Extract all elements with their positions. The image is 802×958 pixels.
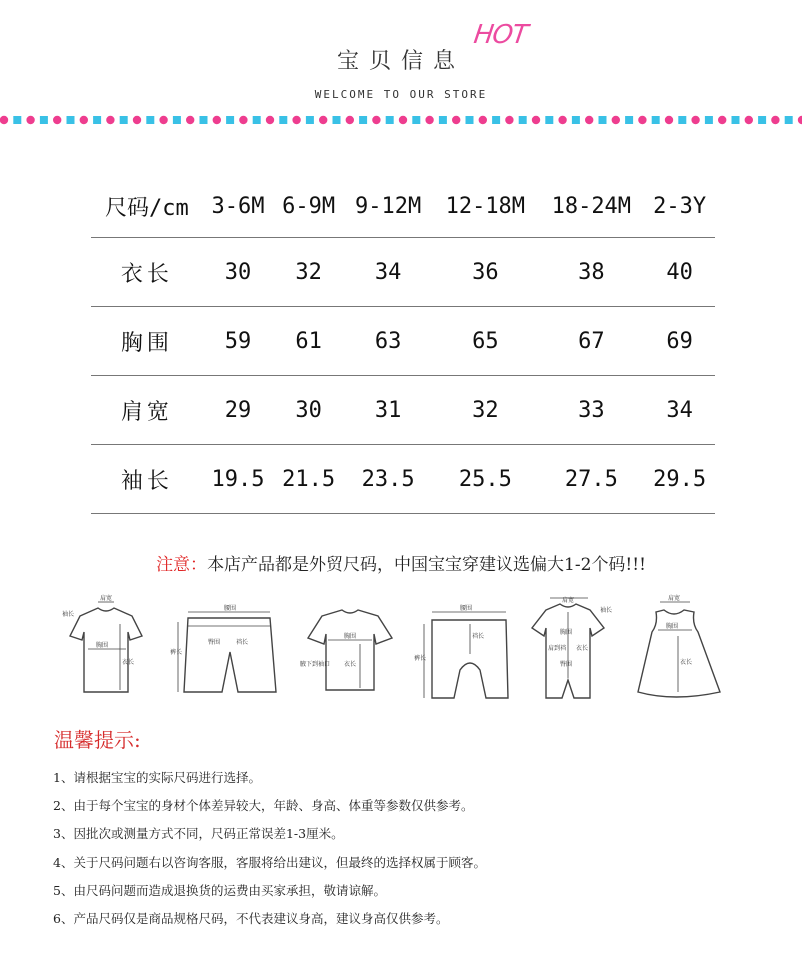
table-cell: 61 — [273, 307, 344, 376]
diagram-label: 衣长 — [680, 659, 693, 666]
divider-dot — [492, 116, 500, 124]
table-cell: 19.5 — [203, 445, 274, 514]
divider-dot — [386, 116, 394, 124]
table-cell: 25.5 — [432, 445, 538, 514]
list-item: 5、由尺码问题而造成退换货的运费由买家承担，敬请谅解。 — [53, 882, 386, 898]
table-cell: 34 — [344, 238, 432, 307]
diagram-label: 衣长 — [576, 645, 589, 652]
divider-dot — [678, 116, 686, 124]
diagram-label: 胸围 — [560, 629, 573, 636]
table-cell: 32 — [432, 376, 538, 445]
divider-dot — [705, 116, 713, 124]
divider-dot — [346, 116, 354, 124]
table-cell: 30 — [203, 238, 274, 307]
divider-dot — [253, 116, 261, 124]
table-cell: 59 — [203, 307, 274, 376]
divider-dot — [532, 116, 540, 124]
diagram-label: 衣长 — [122, 659, 135, 666]
diagram-label: 肩宽 — [562, 597, 575, 604]
diagram-label: 裆长 — [236, 639, 249, 646]
divider-dot — [718, 116, 726, 124]
divider-dot — [266, 116, 274, 124]
divider-dot — [612, 116, 620, 124]
size-column-header: 12-18M — [432, 176, 538, 238]
divider-dot — [173, 116, 181, 124]
diagram-label: 裤长 — [414, 655, 427, 662]
divider-dot — [412, 116, 420, 124]
diagram-label: 肩到裆 — [548, 645, 567, 652]
divider-dot — [758, 116, 766, 124]
divider-dot — [372, 116, 380, 124]
table-cell: 38 — [538, 238, 644, 307]
divider-dot — [93, 116, 101, 124]
divider-dot — [67, 116, 75, 124]
diagram-label: 胸围 — [96, 642, 109, 649]
diagram-label: 胸围 — [344, 633, 357, 640]
garment-diagrams — [60, 594, 750, 704]
list-item: 2、由于每个宝宝的身材个体差异较大，年龄、身高、体重等参数仅供参考。 — [53, 798, 474, 814]
diagram-label: 腰围 — [460, 605, 473, 612]
row-label: 胸围 — [91, 307, 203, 376]
divider-dot — [186, 116, 194, 124]
divider-dot — [572, 116, 580, 124]
divider-dot — [599, 116, 607, 124]
tips-list — [53, 768, 486, 937]
size-notice — [0, 550, 802, 575]
divider-dot — [159, 116, 167, 124]
divider-dot — [399, 116, 407, 124]
divider-dot — [545, 116, 553, 124]
table-cell: 69 — [644, 307, 715, 376]
diagram-label: 肩宽 — [668, 595, 681, 602]
romper-diagram-icon — [532, 598, 604, 698]
table-cell: 36 — [432, 238, 538, 307]
table-cell: 31 — [344, 376, 432, 445]
table-row — [91, 376, 715, 445]
table-cell: 33 — [538, 376, 644, 445]
divider-dot — [13, 116, 21, 124]
size-column-header: 18-24M — [538, 176, 644, 238]
diagram-label: 袖长 — [600, 607, 613, 614]
table-cell: 63 — [344, 307, 432, 376]
divider-dot — [479, 116, 487, 124]
divider-dot — [53, 116, 61, 124]
size-header-row — [91, 176, 715, 238]
size-column-header: 2-3Y — [644, 176, 715, 238]
table-cell: 23.5 — [344, 445, 432, 514]
divider-dot — [691, 116, 699, 124]
divider-dot — [771, 116, 779, 124]
divider-dot — [306, 116, 314, 124]
size-chart-table — [91, 176, 715, 514]
size-column-header: 3-6M — [203, 176, 274, 238]
size-column-header: 9-12M — [344, 176, 432, 238]
divider-dot — [519, 116, 527, 124]
pants-diagram-icon — [424, 612, 508, 698]
table-cell: 32 — [273, 238, 344, 307]
divider-dot — [439, 116, 447, 124]
table-cell: 30 — [273, 376, 344, 445]
divider-dot — [466, 116, 474, 124]
divider-dot — [292, 116, 300, 124]
tips-title: 温馨提示: — [54, 728, 141, 752]
diagram-label: 胸围 — [666, 623, 679, 630]
page-title: 宝贝信息 — [336, 49, 465, 74]
row-label: 袖长 — [91, 445, 203, 514]
diagram-label: 腰围 — [224, 605, 237, 612]
raglan-shirt-diagram-icon — [308, 610, 392, 690]
divider-dot — [505, 116, 513, 124]
table-cell: 29 — [203, 376, 274, 445]
divider-dot — [40, 116, 48, 124]
divider-dot — [213, 116, 221, 124]
table-cell: 40 — [644, 238, 715, 307]
divider-dot — [80, 116, 88, 124]
size-header-label: 尺码/cm — [91, 176, 203, 238]
row-label: 衣长 — [91, 238, 203, 307]
list-item: 6、产品尺码仅是商品规格尺码，不代表建议身高，建议身高仅供参考。 — [53, 910, 449, 926]
diagram-label: 衣长 — [344, 661, 357, 668]
page-subtitle: WELCOME TO OUR STORE — [314, 88, 488, 101]
divider-dot — [106, 116, 114, 124]
diagram-label: 肩宽 — [100, 595, 113, 602]
table-row — [91, 307, 715, 376]
divider-dot — [625, 116, 633, 124]
hot-badge: HOT — [471, 20, 530, 50]
divider-dot — [359, 116, 367, 124]
diagram-label: 臀围 — [560, 661, 573, 668]
table-cell: 67 — [538, 307, 644, 376]
divider-dot — [133, 116, 141, 124]
dotted-divider — [0, 114, 802, 126]
divider-dot — [226, 116, 234, 124]
notice-label: 注意： — [156, 555, 208, 575]
divider-dot — [146, 116, 154, 124]
size-column-header: 6-9M — [273, 176, 344, 238]
diagram-label: 裆长 — [472, 633, 485, 640]
divider-dot — [319, 116, 327, 124]
diagram-label: 袖长 — [62, 611, 75, 618]
divider-dot — [279, 116, 287, 124]
table-cell: 27.5 — [538, 445, 644, 514]
table-cell: 34 — [644, 376, 715, 445]
list-item: 1、请根据宝宝的实际尺码进行选择。 — [53, 770, 261, 785]
divider-dot — [333, 116, 341, 124]
divider-dot — [585, 116, 593, 124]
diagram-label: 腋下到袖口 — [300, 661, 331, 668]
table-cell: 21.5 — [273, 445, 344, 514]
diagram-label: 臀围 — [208, 639, 221, 646]
divider-dot — [239, 116, 247, 124]
dress-diagram-icon — [638, 602, 720, 697]
list-item: 3、因批次或测量方式不同，尺码正常误差1-3厘米。 — [53, 826, 344, 842]
shorts-diagram-icon — [178, 612, 276, 692]
list-item: 4、关于尺码问题右以咨询客服，客服将给出建议，但最终的选择权属于顾客。 — [53, 854, 486, 870]
divider-dot — [638, 116, 646, 124]
row-label: 肩宽 — [91, 376, 203, 445]
divider-dot — [26, 116, 34, 124]
divider-dot — [452, 116, 460, 124]
divider-dot — [120, 116, 128, 124]
table-cell: 65 — [432, 307, 538, 376]
divider-dot — [665, 116, 673, 124]
table-row — [91, 238, 715, 307]
table-cell: 29.5 — [644, 445, 715, 514]
divider-dot — [745, 116, 753, 124]
divider-dot — [0, 116, 8, 124]
diagram-label: 裤长 — [170, 649, 183, 656]
divider-dot — [200, 116, 208, 124]
table-row — [91, 445, 715, 514]
divider-dot — [652, 116, 660, 124]
notice-text: 本店产品都是外贸尺码，中国宝宝穿建议选偏大1-2个码!!! — [207, 555, 646, 575]
divider-dot — [732, 116, 740, 124]
divider-dot — [425, 116, 433, 124]
divider-dot — [785, 116, 793, 124]
divider-dot — [798, 116, 802, 124]
divider-dot — [558, 116, 566, 124]
